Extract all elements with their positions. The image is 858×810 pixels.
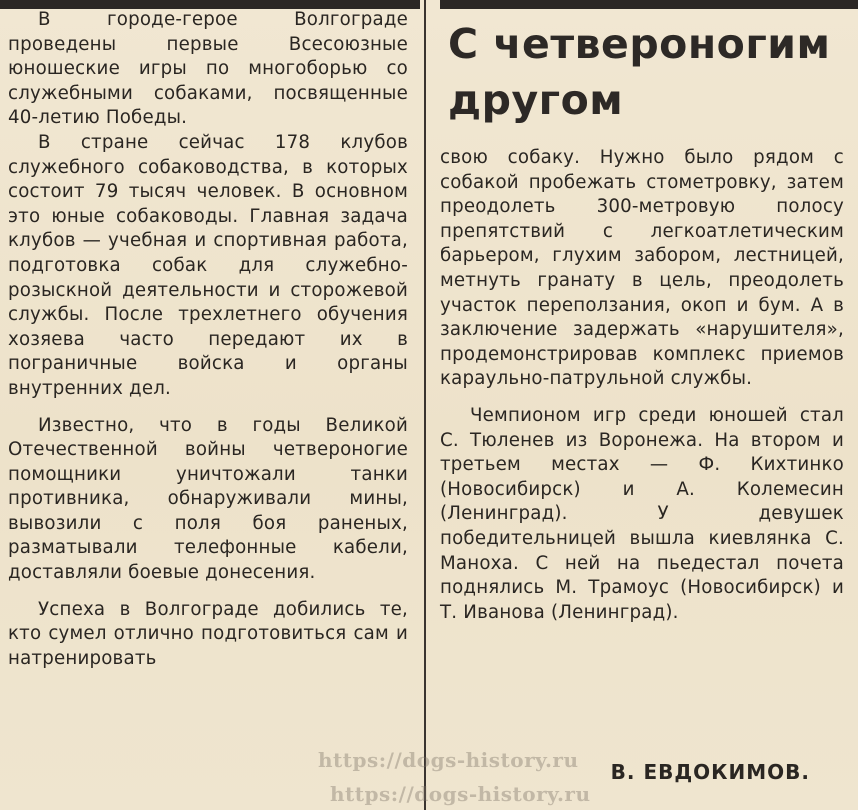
top-rule-right <box>440 0 858 9</box>
watermark: https://dogs-history.ru <box>330 782 591 806</box>
paragraph: В городе-герое Волгограде проведены первые Всесоюзные юношеские игры по многоборью со служебными собаками, посвященные 40-летию Победы. <box>8 9 408 129</box>
headline-line: другом <box>448 76 624 124</box>
paragraph: Чемпионом игр среди юношей стал С. Тюленев из Воронежа. На втором и третьем местах — Ф. Кихтинко (Новосибирск) и А. Колемесин (Ленинград). У девушек победительницей вышла киевлянка С. Маноха. С ней на пьедестал почета поднялись М. Трамоус (Новосибирск) и Т. Иванова (Ленинград). <box>440 404 844 623</box>
left-column <box>8 8 408 671</box>
headline-line: С четвероногим <box>448 20 831 68</box>
paragraph: В стране сейчас 178 клубов служебного собаководства, в которых состоит 79 тысяч человек. В основном это юные собаководы. Главная задача клубов — учебная и спортивная работа, подготовка собак для служебно-розыскной деятельности и сторожевой службы. После трехлетнего обучения хозяева часто передают их в пограничные войска и органы внутренних дел. <box>8 131 408 399</box>
paragraph: Успеха в Волгограде добились те, кто сумел отлично подготовиться сам и натренировать <box>8 598 408 669</box>
column-divider <box>424 0 426 810</box>
right-column <box>440 146 844 625</box>
watermark: https://dogs-history.ru <box>318 748 579 772</box>
paragraph: Известно, что в годы Великой Отечественной войны четвероногие помощники уничтожали танки противника, обнаруживали мины, вывозили с поля боя раненых, разматывали телефонные кабели, доставляли боевые донесения. <box>8 414 408 584</box>
article-headline <box>448 16 848 128</box>
author-signature: В. ЕВДОКИМОВ. <box>610 760 810 784</box>
paragraph: свою собаку. Нужно было рядом с собакой пробежать стометровку, затем преодолеть 300-метровую полосу препятствий с легкоатлетическим барьером, глухим забором, лестницей, метнуть гранату в цель, преодолеть участок переползания, окоп и бум. А в заключение задержать «нарушителя», продемонстрировав комплекс приемов караульно-патрульной службы. <box>440 147 844 390</box>
